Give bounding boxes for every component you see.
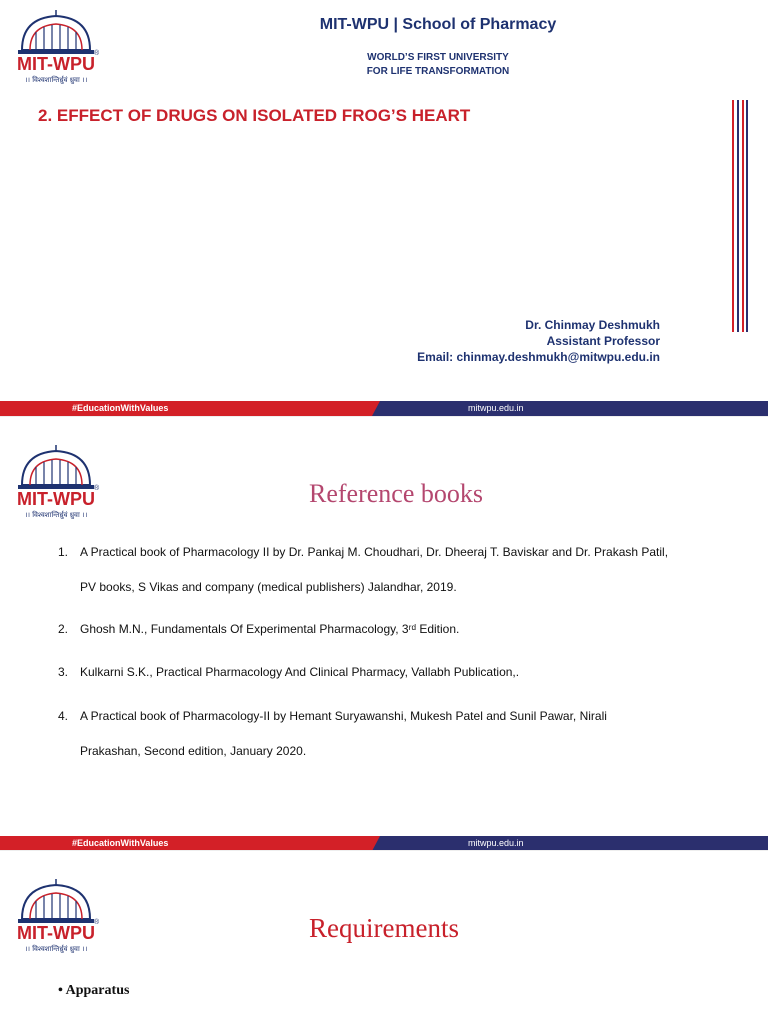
mit-wpu-logo <box>10 10 102 90</box>
decorative-stripes <box>732 100 748 332</box>
ref-line-1: A Practical book of Pharmacology II by Dr. Pankaj M. Choudhari, Dr. Dheeraj T. Baviskar and Dr. Prakash Patil, <box>80 545 669 559</box>
logo-brand: MIT-WPU <box>17 489 95 509</box>
footer-bar <box>0 401 768 416</box>
ref-line-1: Ghosh M.N., Fundamentals Of Experimental Pharmacology, 3ʳᵈ Edition. <box>80 622 460 636</box>
tagline-line-2: FOR LIFE TRANSFORMATION <box>366 66 510 77</box>
footer-notch <box>372 836 380 851</box>
ref-number: 2. <box>58 622 69 636</box>
slide-title <box>0 0 768 416</box>
stripe-red-1 <box>732 100 734 332</box>
stripe-red-2 <box>742 100 744 332</box>
stripe-blue-1 <box>737 100 739 332</box>
dome-icon <box>10 10 102 56</box>
ref-line-2: Prakashan, Second edition, January 2020. <box>80 744 307 758</box>
requirements-title: Requirements <box>309 913 459 943</box>
logo-tagline: ।। विश्वशान्तिर्ध्रुवं ध्रुवा ।। <box>24 76 88 84</box>
logo-brand: MIT-WPU <box>17 54 95 74</box>
school-title: MIT-WPU | School of Pharmacy <box>319 16 557 33</box>
experiment-heading: 2. EFFECT OF DRUGS ON ISOLATED FROG’S HEART <box>38 106 471 125</box>
footer-url[interactable]: mitwpu.edu.in <box>468 838 524 848</box>
author-role: Assistant Professor <box>546 334 660 348</box>
footer-url[interactable]: mitwpu.edu.in <box>468 403 524 413</box>
slide-requirements <box>0 850 768 1025</box>
registered-icon: ® <box>94 50 100 57</box>
footer-red-band <box>0 401 380 416</box>
ref-number: 3. <box>58 665 69 679</box>
ref-line-2: PV books, S Vikas and company (medical publishers) Jalandhar, 2019. <box>80 580 457 594</box>
logo-tagline: ।। विश्वशान्तिर्ध्रुवं ध्रुवा ।। <box>24 945 88 953</box>
ref-line-1: Kulkarni S.K., Practical Pharmacology And Clinical Pharmacy, Vallabh Publication,. <box>80 665 520 679</box>
logo-brand: MIT-WPU <box>17 923 95 943</box>
ref-number: 4. <box>58 709 69 723</box>
registered-icon: ® <box>94 919 100 926</box>
registered-icon: ® <box>94 485 100 492</box>
tagline-line-1: WORLD’S FIRST UNIVERSITY <box>367 52 509 63</box>
footer-blue-band <box>380 836 768 851</box>
footer-hashtag: #EducationWithValues <box>72 403 169 413</box>
stripe-blue-2 <box>746 100 748 332</box>
footer-bar <box>0 836 768 851</box>
ref-line-1: A Practical book of Pharmacology-II by Hemant Suryawanshi, Mukesh Patel and Sunil Pawar, Nirali <box>80 709 607 723</box>
ref-number: 1. <box>58 545 69 559</box>
footer-red-band <box>0 836 380 851</box>
footer-blue-band <box>380 401 768 416</box>
author-email[interactable]: Email: chinmay.deshmukh@mitwpu.edu.in <box>417 350 660 364</box>
author-name: Dr. Chinmay Deshmukh <box>525 318 660 332</box>
slide-references <box>0 416 768 851</box>
logo-tagline: ।। विश्वशान्तिर्ध्रुवं ध्रुवा ।। <box>24 511 88 519</box>
footer-hashtag: #EducationWithValues <box>72 838 169 848</box>
references-title: Reference books <box>309 479 483 508</box>
footer-notch <box>372 401 380 416</box>
apparatus-bullet: • Apparatus <box>58 983 130 998</box>
